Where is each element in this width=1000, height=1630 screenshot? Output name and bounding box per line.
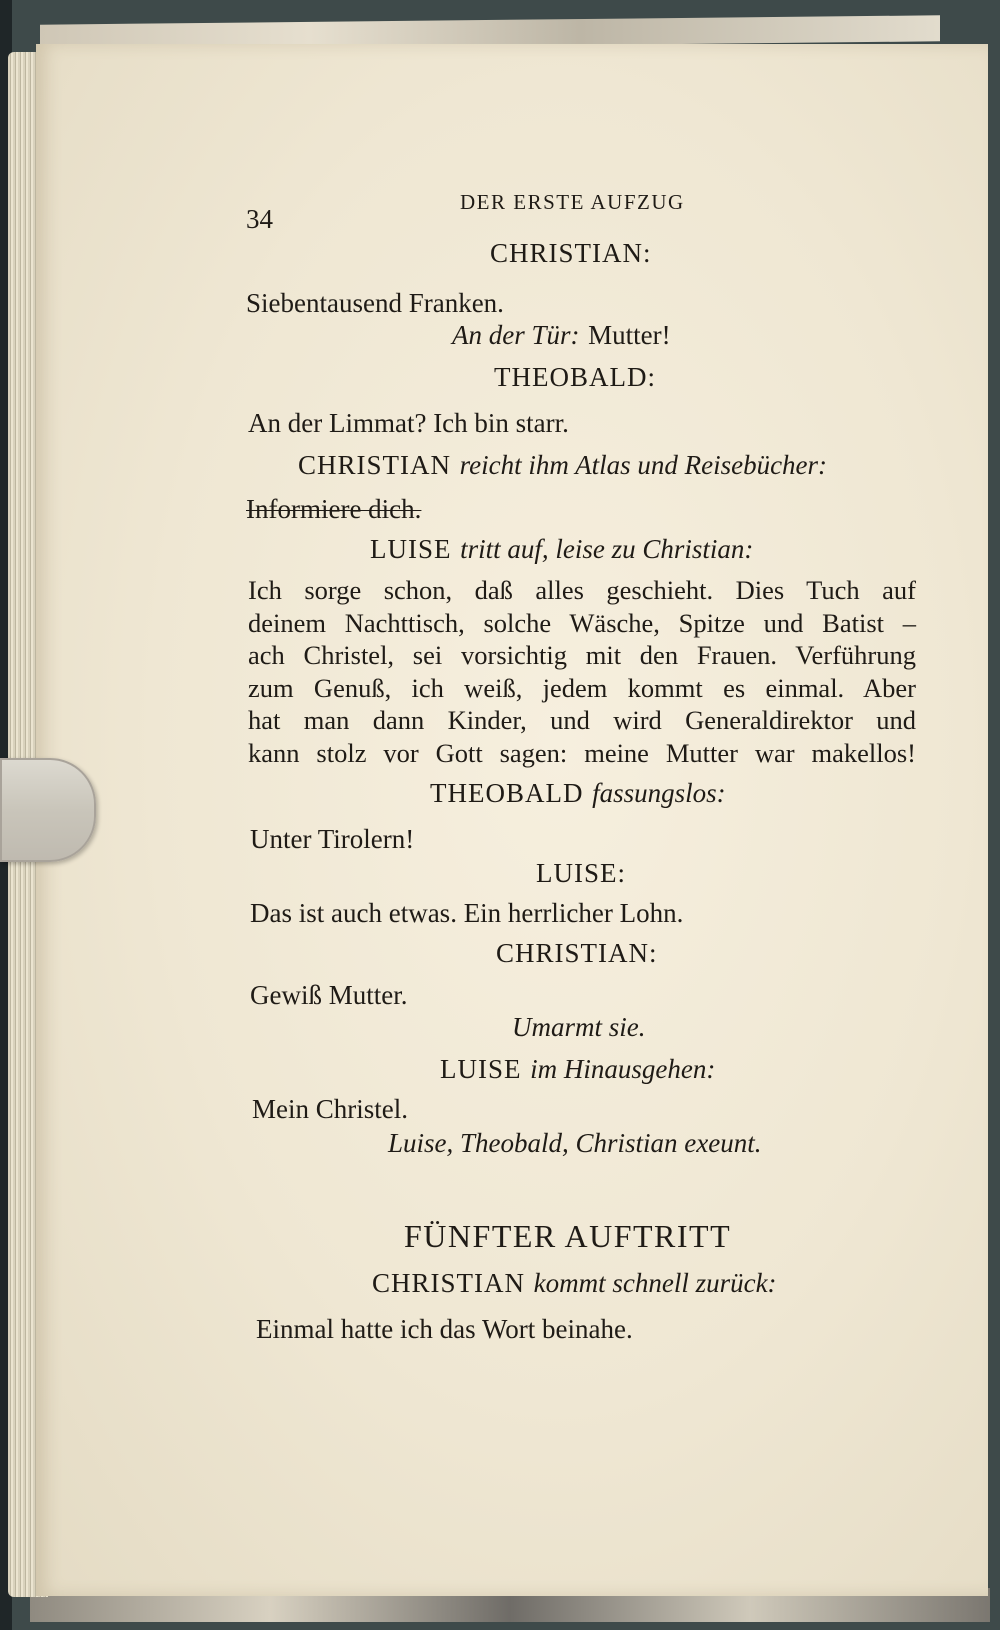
speaker-heading [372, 1268, 777, 1299]
speaker-heading [298, 450, 827, 481]
dialogue-line: Einmal hatte ich das Wort beinahe. [256, 1314, 633, 1344]
stage-direction: Umarmt sie. [512, 1012, 646, 1042]
stage-direction: Luise, Theobald, Christian exeunt. [388, 1128, 762, 1158]
stage-direction: kommt schnell zurück: [533, 1268, 777, 1298]
dialogue-line: Informiere dich. [246, 494, 422, 524]
stage-direction: fassungslos: [592, 778, 726, 808]
dialogue-paragraph [248, 574, 916, 769]
dialogue-line: Gewiß Mutter. [250, 980, 408, 1010]
running-title: DER ERSTE AUFZUG [460, 190, 685, 214]
stage-direction: im Hinausgehen: [530, 1054, 716, 1084]
speaker-label: LUISE [370, 534, 452, 564]
speaker-heading [370, 534, 753, 565]
page-number: 34 [246, 204, 273, 234]
speaker-heading [440, 1054, 715, 1085]
dialogue-line [452, 320, 671, 351]
speaker-label: CHRISTIAN: [496, 938, 658, 968]
dialogue-line: Siebentausend Franken. [246, 288, 504, 318]
speaker-label: CHRISTIAN [372, 1268, 526, 1298]
paragraph-line: hat man dann Kinder, und wird Generaldirektor und [248, 705, 916, 735]
speaker-label: LUISE: [536, 858, 626, 888]
speaker-label: LUISE [440, 1054, 522, 1084]
speaker-label: CHRISTIAN: [490, 238, 652, 268]
dialogue-line: An der Limmat? Ich bin starr. [248, 408, 569, 438]
paragraph-line: zum Genuß, ich weiß, jedem kommt es einmal. Aber [248, 672, 916, 703]
bookmark [0, 758, 96, 862]
paragraph-line: kann stolz vor Gott sagen: meine Mutter war makellos! [248, 737, 916, 768]
speaker-label: CHRISTIAN [298, 450, 452, 480]
page [36, 44, 988, 1596]
dialogue-line: Mein Christel. [252, 1094, 408, 1124]
stage-direction: tritt auf, leise zu Christian: [460, 534, 754, 564]
paragraph-line: Ich sorge schon, daß alles geschieht. Dies Tuch auf [248, 575, 916, 605]
speaker-label: THEOBALD [430, 778, 584, 808]
stage-direction: reicht ihm Atlas und Reisebücher: [459, 450, 828, 480]
speaker-heading [430, 778, 726, 809]
paragraph-line: deinem Nachttisch, solche Wäsche, Spitze und Batist – [248, 607, 916, 638]
speaker-label: THEOBALD: [494, 362, 656, 392]
paragraph-line: ach Christel, sei vorsichtig mit den Frauen. Verführung [248, 640, 916, 670]
dialogue-text: Mutter! [588, 320, 671, 350]
stage-direction: An der Tür: [452, 320, 580, 350]
scene-heading: FÜNFTER AUFTRITT [404, 1218, 732, 1254]
dialogue-line: Unter Tirolern! [250, 824, 415, 854]
dialogue-line: Das ist auch etwas. Ein herrlicher Lohn. [250, 898, 684, 928]
